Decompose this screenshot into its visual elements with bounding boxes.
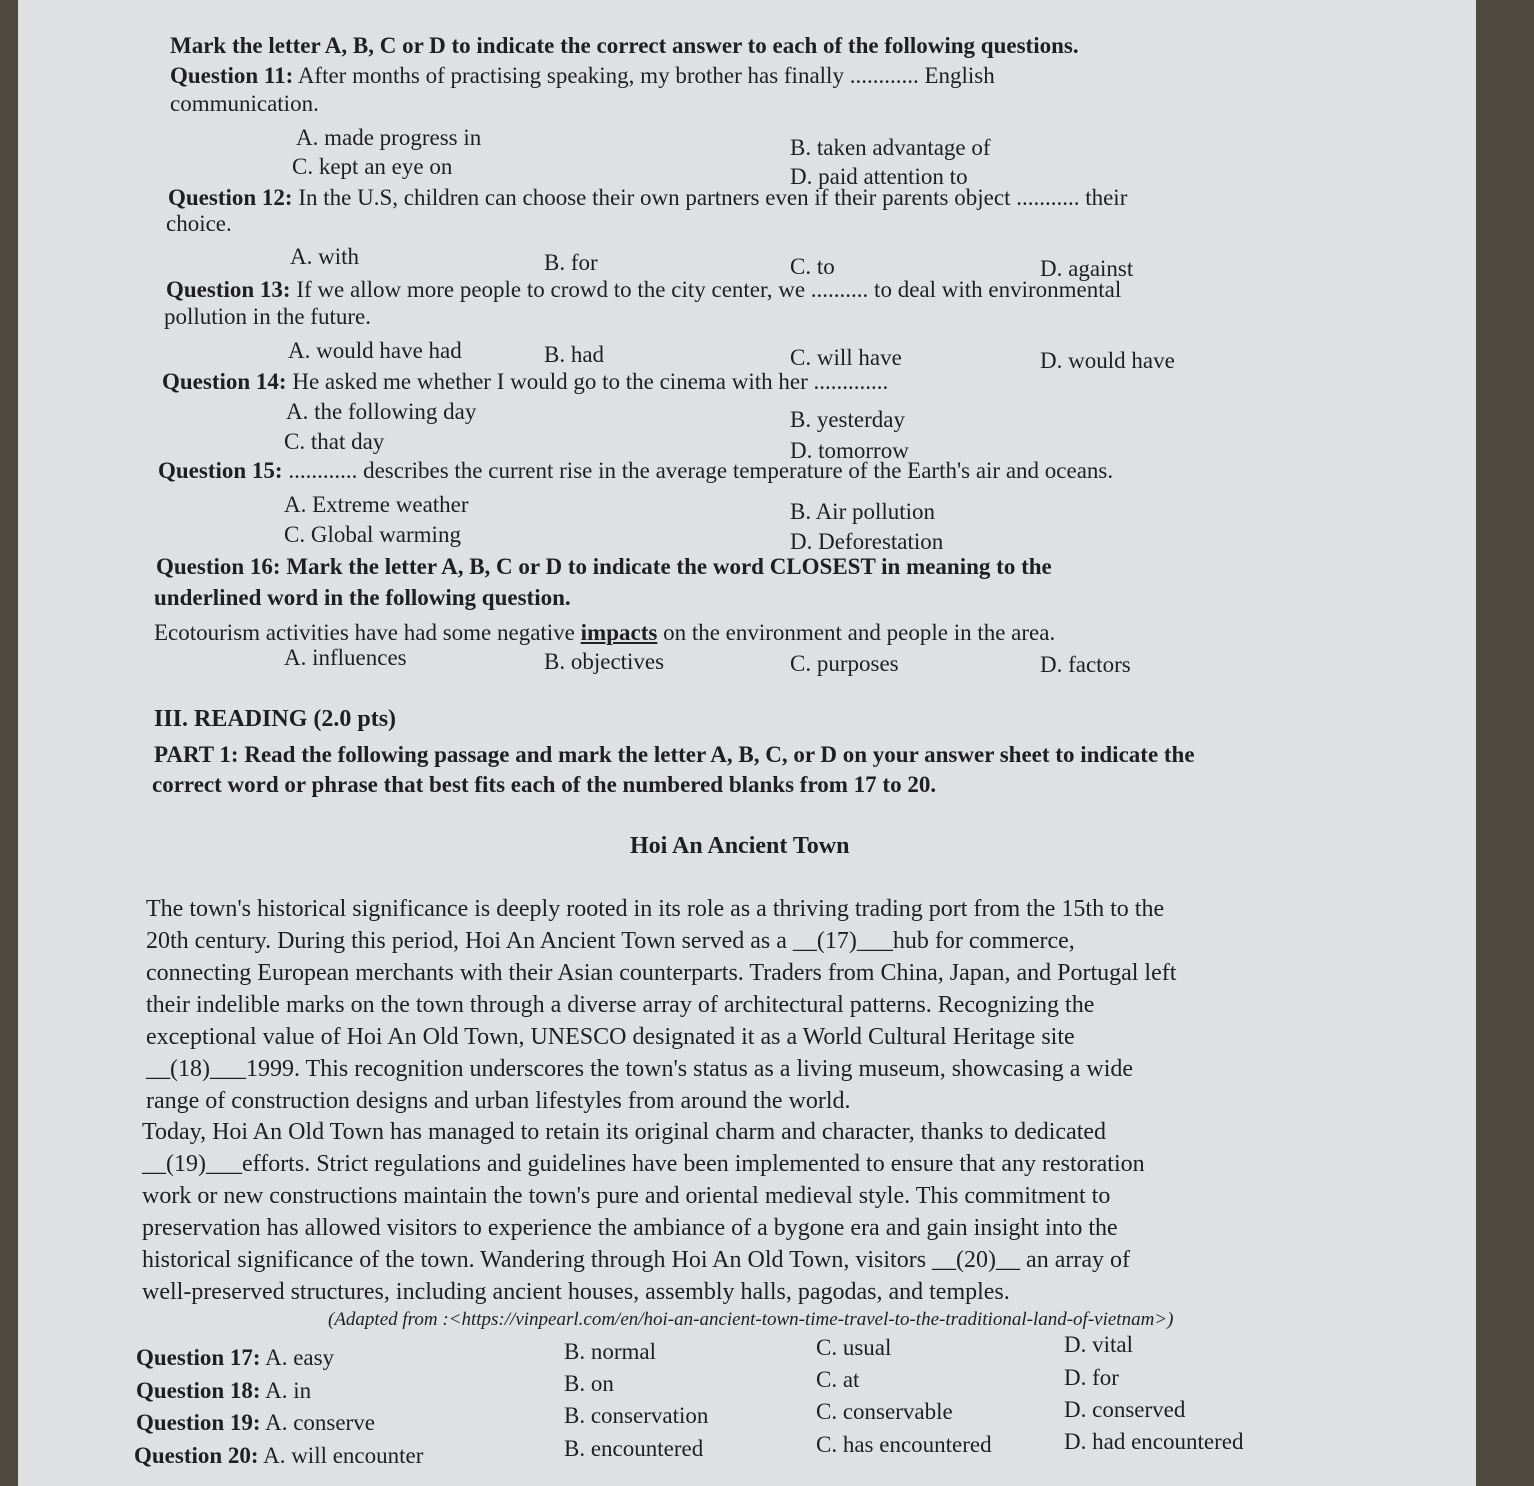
passage-line: work or new constructions maintain the town's pure and oriental medieval style. This commitment to: [142, 1183, 1111, 1209]
passage-source: (Adapted from :<https://vinpearl.com/en/hoi-an-ancient-town-time-travel-to-the-traditional-land-of-vietnam>): [328, 1309, 1174, 1330]
question-13-option-c[interactable]: C. will have: [790, 345, 902, 370]
question-13-stem: If we allow more people to crowd to the city center, we .......... to deal with environmental: [296, 277, 1122, 302]
question-16-instruction: Mark the letter A, B, C or D to indicate the word CLOSEST in meaning to the: [286, 554, 1052, 579]
question-20-option-a[interactable]: A. will encounter: [263, 1443, 424, 1468]
question-13-option-d[interactable]: D. would have: [1040, 348, 1175, 373]
question-12-option-c[interactable]: C. to: [790, 254, 835, 279]
question-18-option-d[interactable]: D. for: [1064, 1365, 1119, 1390]
question-18-number: Question 18:: [136, 1378, 261, 1403]
passage-line: their indelible marks on the town through a diverse array of architectural patterns. Recognizing the: [146, 992, 1095, 1018]
passage-line: preservation has allowed visitors to experience the ambiance of a bygone era and gain insight into the: [142, 1215, 1118, 1241]
question-12-stem: In the U.S, children can choose their own partners even if their parents object ........... their: [298, 185, 1128, 210]
passage-line: connecting European merchants with their Asian counterparts. Traders from China, Japan, and Portugal left: [146, 960, 1177, 986]
question-15-option-b[interactable]: B. Air pollution: [790, 499, 936, 524]
question-13-stem-cont: pollution in the future.: [164, 304, 371, 329]
question-16-option-d[interactable]: D. factors: [1040, 652, 1131, 677]
question-18-option-a[interactable]: A. in: [265, 1378, 312, 1403]
question-13: [166, 276, 1121, 304]
question-16-sentence-after: on the environment and people in the area.: [663, 620, 1056, 645]
question-11-number: Question 11:: [170, 63, 294, 88]
question-14-option-a[interactable]: A. the following day: [286, 399, 477, 424]
passage-line: well-preserved structures, including ancient houses, assembly halls, pagodas, and temples.: [142, 1279, 1010, 1305]
question-14-option-c[interactable]: C. that day: [284, 429, 385, 454]
passage-title: Hoi An Ancient Town: [630, 833, 850, 859]
question-12-stem-cont: choice.: [166, 211, 232, 236]
question-16-option-b[interactable]: B. objectives: [544, 649, 665, 674]
question-11-option-a[interactable]: A. made progress in: [296, 125, 482, 150]
question-19-option-d[interactable]: D. conserved: [1064, 1397, 1186, 1422]
question-12: [168, 184, 1127, 212]
question-20-option-b[interactable]: B. encountered: [564, 1436, 704, 1461]
question-19-option-a[interactable]: A. conserve: [265, 1410, 375, 1435]
question-17: [136, 1344, 334, 1372]
question-13-number: Question 13:: [166, 277, 291, 302]
question-18-option-c[interactable]: C. at: [816, 1367, 860, 1392]
question-20-option-d[interactable]: D. had encountered: [1064, 1429, 1244, 1454]
question-19-option-b[interactable]: B. conservation: [564, 1403, 709, 1428]
question-18-option-b[interactable]: B. on: [564, 1371, 614, 1396]
question-14-stem: He asked me whether I would go to the cinema with her .............: [292, 369, 889, 394]
question-11-option-b[interactable]: B. taken advantage of: [790, 135, 991, 160]
question-16-underlined-word: impacts: [580, 620, 658, 645]
question-16-number: Question 16:: [156, 554, 281, 579]
question-15-option-c[interactable]: C. Global warming: [284, 522, 461, 547]
question-20: [134, 1442, 423, 1470]
passage-line: range of construction designs and urban lifestyles from around the world.: [146, 1088, 851, 1114]
passage-line: Today, Hoi An Old Town has managed to retain its original charm and character, thanks to dedicated: [142, 1119, 1107, 1145]
question-16-option-c[interactable]: C. purposes: [790, 651, 899, 676]
question-19-number: Question 19:: [136, 1410, 261, 1435]
question-13-option-a[interactable]: A. would have had: [288, 338, 462, 363]
question-16-instruction-cont: underlined word in the following question.: [154, 585, 571, 610]
question-12-number: Question 12:: [168, 185, 293, 210]
question-19: [136, 1409, 375, 1437]
question-16-option-a[interactable]: A. influences: [284, 645, 407, 670]
passage-line: 20th century. During this period, Hoi An Ancient Town served as a __(17)___hub for commerce,: [146, 928, 1075, 954]
question-18: [136, 1377, 311, 1405]
question-11-option-d[interactable]: D. paid attention to: [790, 164, 968, 189]
question-17-option-b[interactable]: B. normal: [564, 1339, 656, 1364]
passage-line: The town's historical significance is deeply rooted in its role as a thriving trading port from the 15th to the: [146, 896, 1165, 922]
question-12-option-a[interactable]: A. with: [290, 244, 359, 269]
question-17-option-a[interactable]: A. easy: [265, 1345, 335, 1370]
passage-paragraph-1: [146, 893, 1344, 1117]
question-15-stem: ............ describes the current rise in the average temperature of the Earth's air and oceans.: [288, 458, 1114, 483]
passage-line: __(19)___efforts. Strict regulations and guidelines have been implemented to ensure that any restoration: [142, 1151, 1145, 1177]
question-11-option-c[interactable]: C. kept an eye on: [292, 154, 453, 179]
passage-line: __(18)___1999. This recognition underscores the town's status as a living museum, showcasing a wide: [146, 1056, 1134, 1082]
question-11-stem-cont: communication.: [170, 91, 319, 116]
question-17-option-d[interactable]: D. vital: [1064, 1332, 1133, 1357]
question-16-sentence: [154, 619, 1055, 647]
question-14-option-d[interactable]: D. tomorrow: [790, 438, 909, 463]
reading-section-heading: III. READING (2.0 pts): [154, 706, 397, 732]
passage-paragraph-2: [142, 1116, 1348, 1308]
question-14-number: Question 14:: [162, 369, 287, 394]
question-15-option-a[interactable]: A. Extreme weather: [284, 492, 469, 517]
question-15-option-d[interactable]: D. Deforestation: [790, 529, 944, 554]
question-20-number: Question 20:: [134, 1443, 259, 1468]
question-16: [156, 553, 1052, 581]
passage-line: historical significance of the town. Wandering through Hoi An Old Town, visitors __(20)__ an array of: [142, 1247, 1130, 1273]
question-15-number: Question 15:: [158, 458, 283, 483]
question-17-option-c[interactable]: C. usual: [816, 1335, 892, 1360]
question-13-option-b[interactable]: B. had: [544, 342, 605, 367]
question-12-option-b[interactable]: B. for: [544, 250, 598, 275]
reading-part-instruction: PART 1: Read the following passage and mark the letter A, B, C, or D on your answer sheet to indicate the: [154, 742, 1195, 767]
question-19-option-c[interactable]: C. conservable: [816, 1399, 953, 1424]
question-15: [158, 457, 1113, 485]
question-12-option-d[interactable]: D. against: [1040, 256, 1134, 281]
question-11-stem: After months of practising speaking, my brother has finally ............ English: [297, 63, 995, 88]
passage-line: exceptional value of Hoi An Old Town, UNESCO designated it as a World Cultural Heritage site: [146, 1024, 1075, 1050]
question-14: [162, 368, 888, 396]
question-17-number: Question 17:: [136, 1345, 261, 1370]
question-20-option-c[interactable]: C. has encountered: [816, 1432, 992, 1457]
exam-sheet: [18, 0, 1476, 1486]
reading-part-instruction-cont: correct word or phrase that best fits each of the numbered blanks from 17 to 20.: [152, 772, 937, 797]
section-instruction: Mark the letter A, B, C or D to indicate the correct answer to each of the following questions.: [170, 33, 1079, 58]
question-16-sentence-before: Ecotourism activities have had some negative: [154, 620, 575, 645]
question-11: [170, 62, 995, 90]
question-14-option-b[interactable]: B. yesterday: [790, 407, 905, 432]
